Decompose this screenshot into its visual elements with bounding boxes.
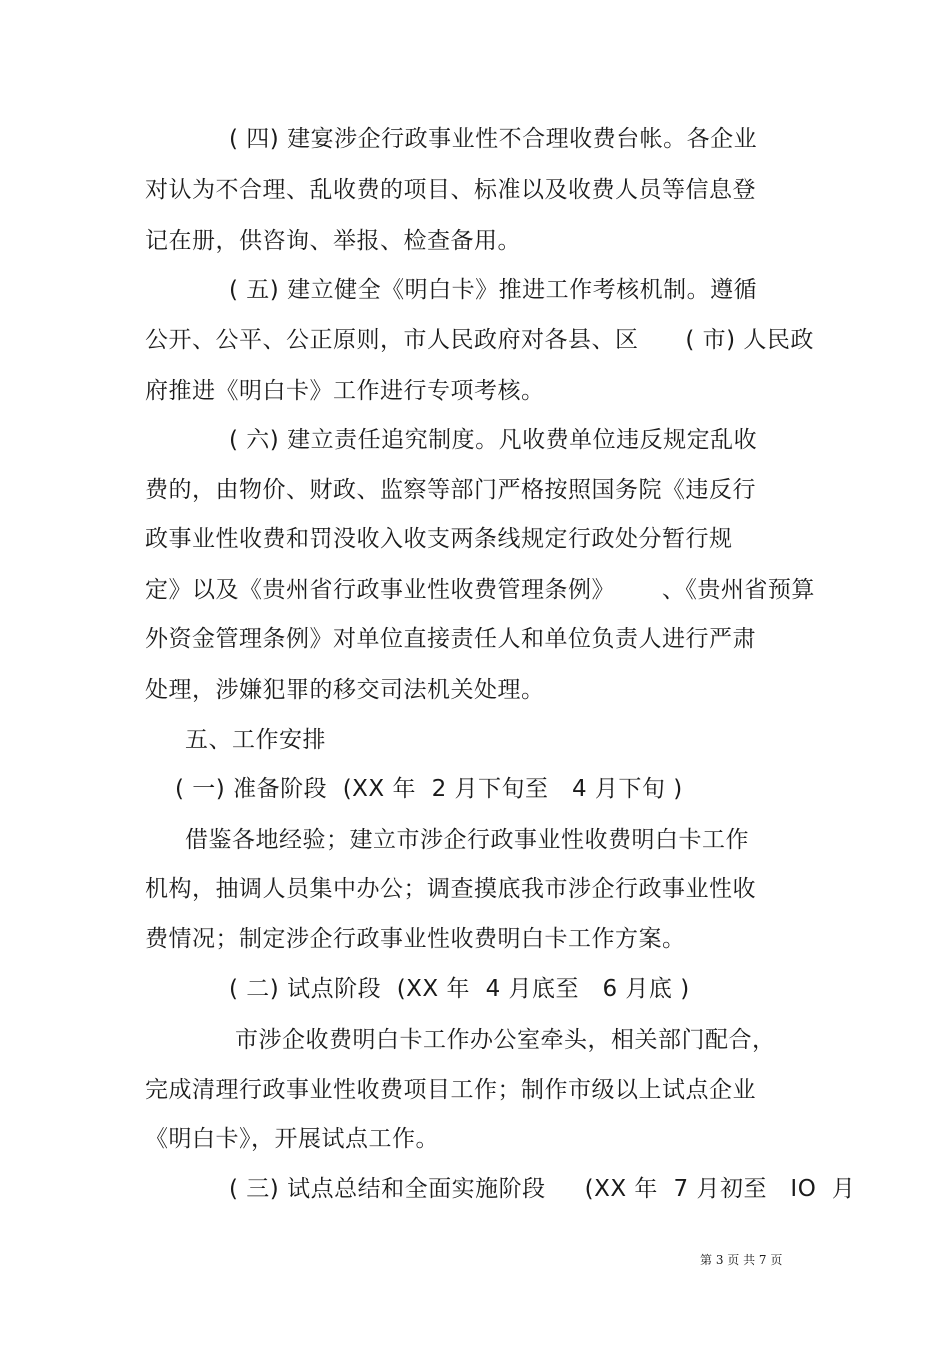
subsection-heading: ( 三) 试点总结和全面实施阶段 (XX 年 7 月初至 IO 月 bbox=[229, 1176, 856, 1202]
paragraph-line: 机构，抽调人员集中办公；调查摸底我市涉企行政事业性收 bbox=[145, 876, 756, 902]
paragraph-line: ( 五) 建立健全《明白卡》推进工作考核机制。遵循 bbox=[229, 277, 758, 303]
subsection-heading: ( 二) 试点阶段 (XX 年 4 月底至 6 月底 ) bbox=[229, 976, 690, 1002]
paragraph-line: ( 六) 建立责任追究制度。凡收费单位违反规定乱收 bbox=[229, 427, 758, 453]
paragraph-line: 借鉴各地经验；建立市涉企行政事业性收费明白卡工作 bbox=[185, 827, 749, 853]
paragraph-line: 《明白卡》，开展试点工作。 bbox=[145, 1126, 439, 1152]
paragraph-line: 外资金管理条例》对单位直接责任人和单位负责人进行严肃 bbox=[145, 626, 756, 652]
paragraph-line: 府推进《明白卡》工作进行专项考核。 bbox=[145, 378, 545, 404]
paragraph-line: 费的，由物价、财政、监察等部门严格按照国务院《违反行 bbox=[145, 477, 756, 503]
paragraph-line: 费情况；制定涉企行政事业性收费明白卡工作方案。 bbox=[145, 926, 686, 952]
paragraph-line: 政事业性收费和罚没收入收支两条线规定行政处分暂行规 bbox=[145, 526, 733, 552]
section-heading: 五、工作安排 bbox=[185, 727, 326, 753]
paragraph-line: 处理，涉嫌犯罪的移交司法机关处理。 bbox=[145, 677, 545, 703]
paragraph-line: 市涉企收费明白卡工作办公室牵头，相关部门配合， bbox=[235, 1027, 776, 1053]
paragraph-line: 完成清理行政事业性收费项目工作；制作市级以上试点企业 bbox=[145, 1077, 756, 1103]
paragraph-line: 公开、公平、公正原则，市人民政府对各县、区 ( 市) 人民政 bbox=[145, 327, 814, 353]
paragraph-line: 定》以及《贵州省行政事业性收费管理条例》 、《贵州省预算 bbox=[145, 577, 815, 603]
subsection-heading: ( 一) 准备阶段 (XX 年 2 月下旬至 4 月下旬 ) bbox=[175, 776, 683, 802]
paragraph-line: 记在册，供咨询、举报、检查备用。 bbox=[145, 228, 521, 254]
paragraph-line: 对认为不合理、乱收费的项目、标准以及收费人员等信息登 bbox=[145, 177, 756, 203]
page-number: 第 3 页 共 7 页 bbox=[700, 1253, 783, 1267]
paragraph-line: ( 四) 建宴涉企行政事业性不合理收费台帐。各企业 bbox=[229, 126, 758, 152]
